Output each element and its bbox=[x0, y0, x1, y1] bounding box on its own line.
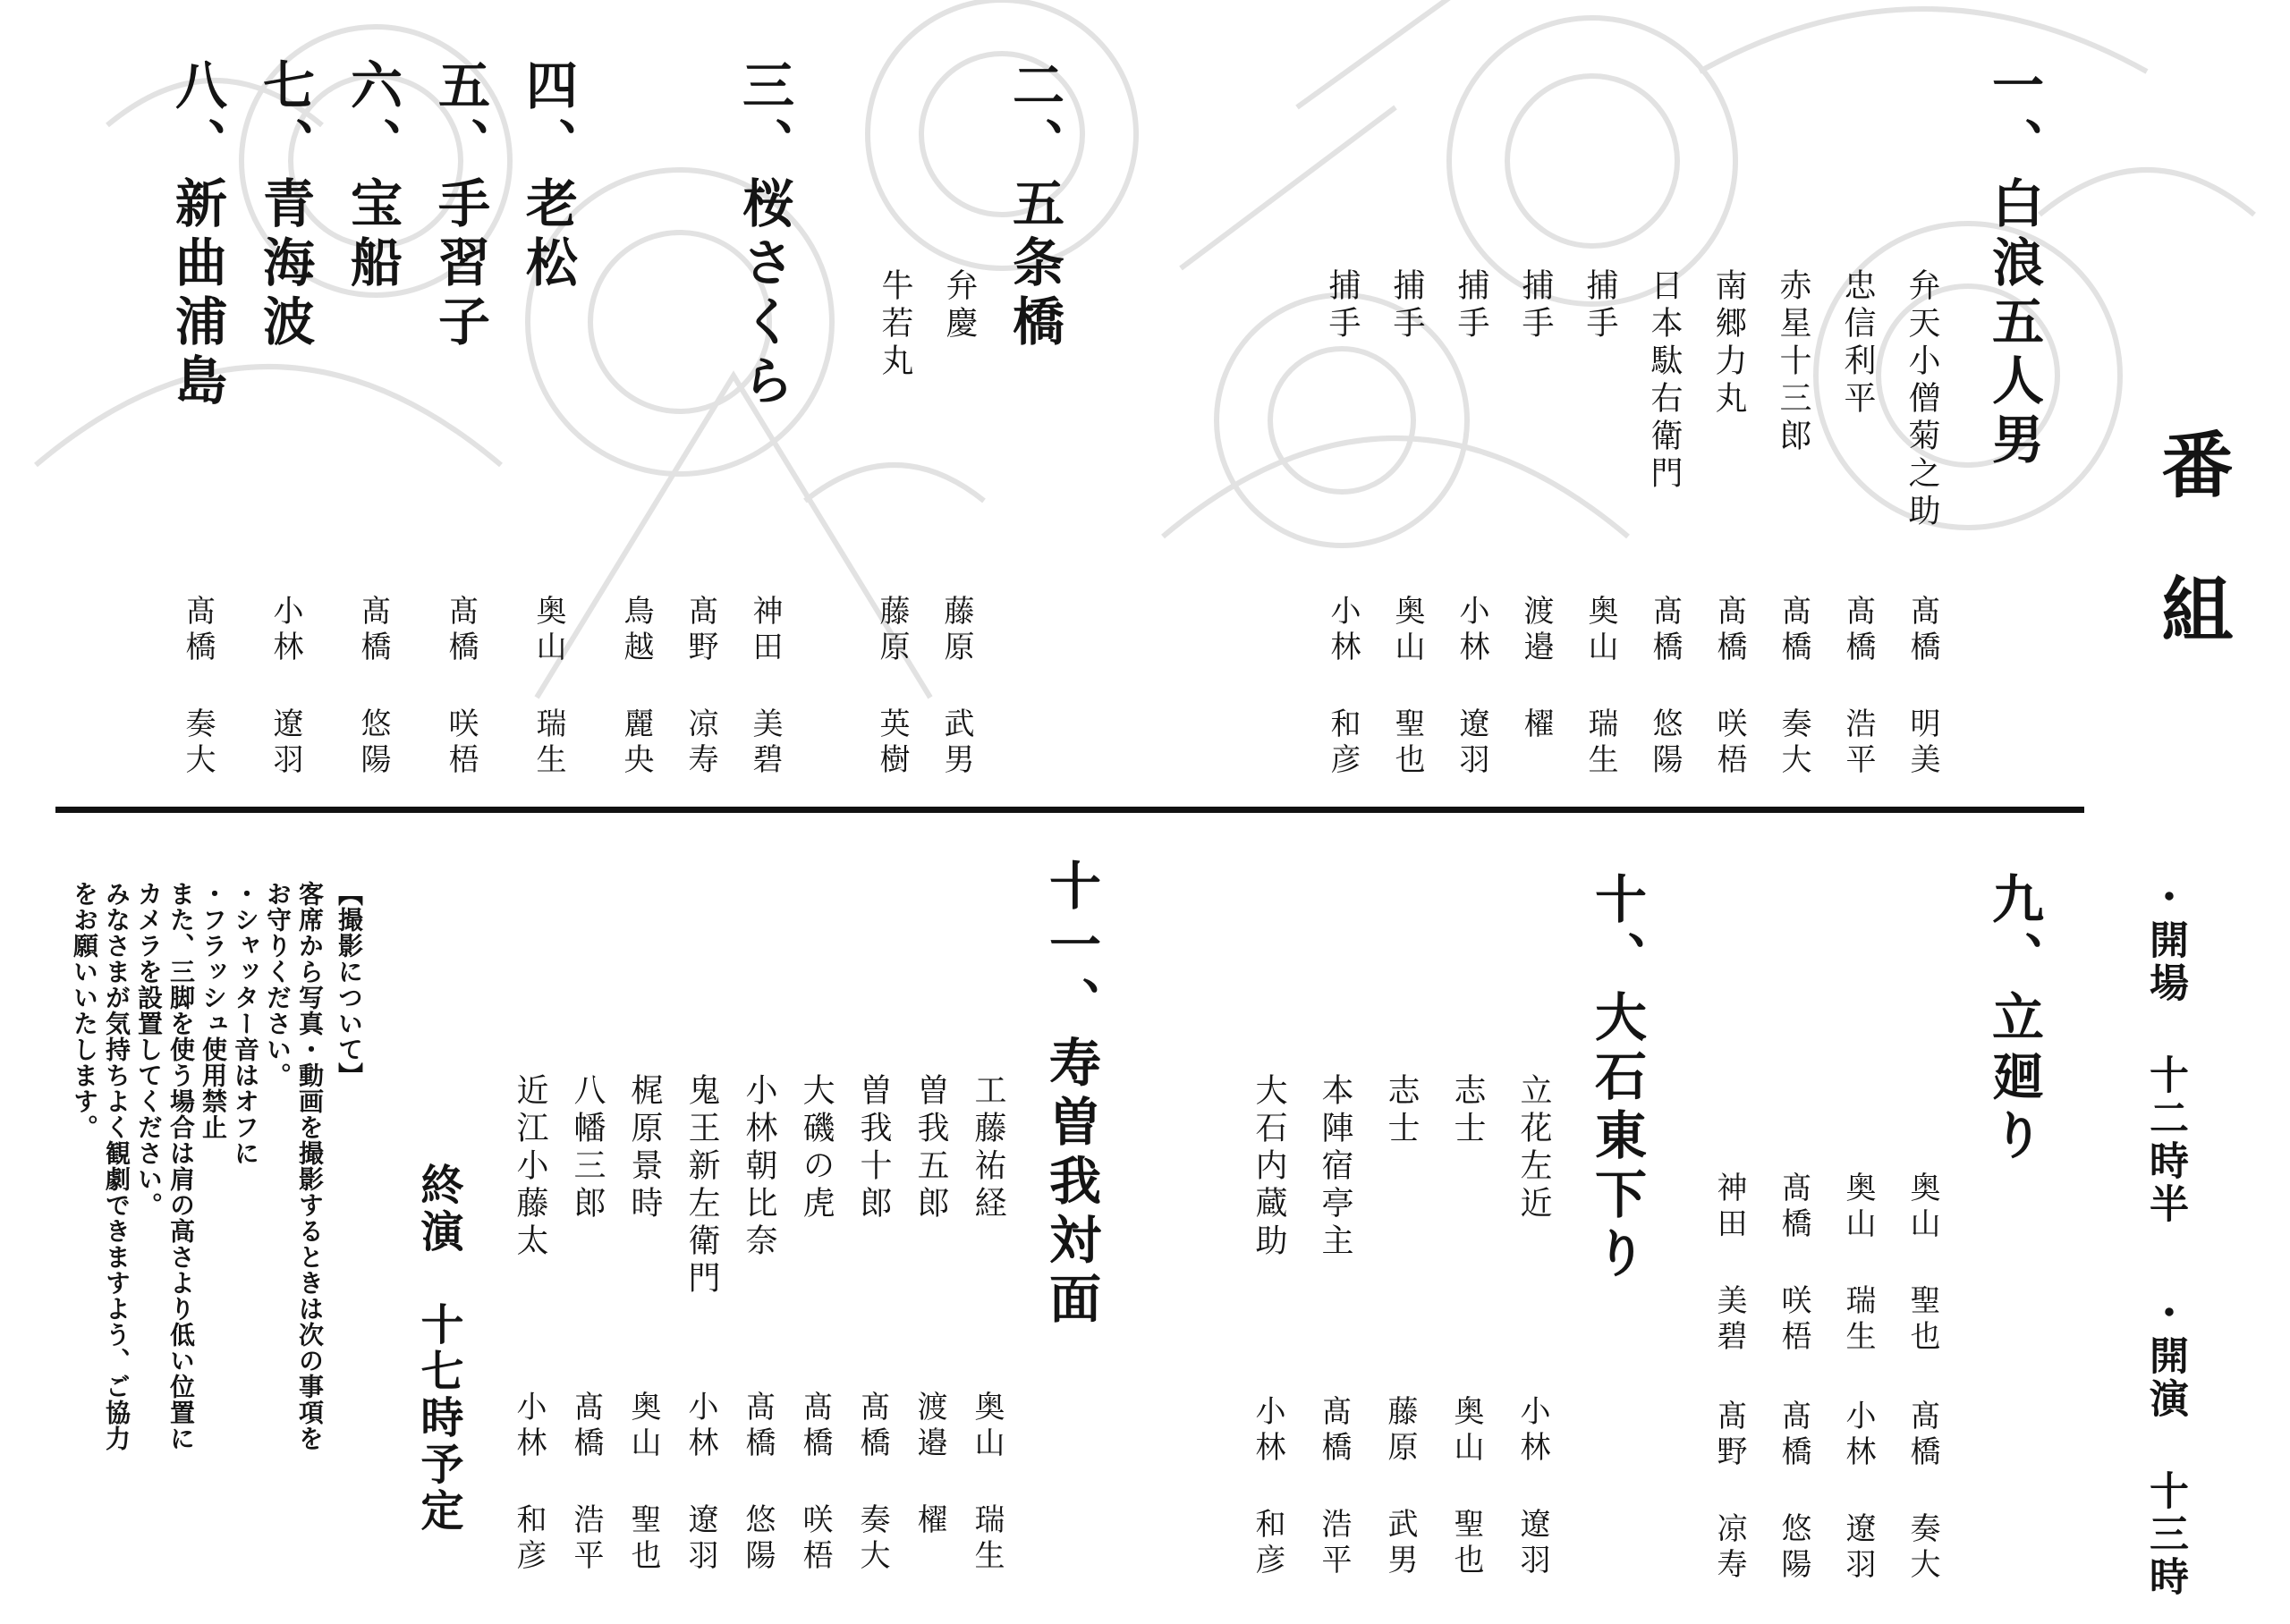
cast-role: 梶原景時 bbox=[626, 1073, 663, 1223]
cast-role: 工藤祐経 bbox=[970, 1073, 1006, 1223]
photo-note-heading: 【撮影について】 bbox=[335, 881, 364, 1088]
cast-performer: 小林 遼羽 bbox=[683, 1391, 718, 1575]
performer: 鳥越 麗央 bbox=[618, 595, 654, 779]
cast-performer: 髙橋 浩平 bbox=[568, 1391, 604, 1575]
performer: 神田 美碧 bbox=[747, 595, 783, 779]
cast-role: 捕手 bbox=[1582, 268, 1618, 343]
cast-role: 大磯の虎 bbox=[798, 1073, 835, 1223]
cast-role: 近江小藤太 bbox=[512, 1073, 548, 1261]
program-title: 三、桜さくら bbox=[734, 58, 794, 412]
performer: 髙野 凉寿 bbox=[683, 595, 718, 779]
cast-role: 捕手 bbox=[1388, 268, 1425, 343]
performer: 髙橋 奏大 bbox=[180, 595, 216, 779]
performer: 髙橋 奏大 bbox=[1904, 1400, 1940, 1584]
cast-performer: 小林 遼羽 bbox=[1514, 1395, 1550, 1579]
show-start-time: ・開演 十三時 bbox=[2142, 1292, 2188, 1599]
cast-performer: 小林 和彦 bbox=[511, 1391, 547, 1575]
program-title: 十一、寿曽我対面 bbox=[1040, 859, 1101, 1331]
cast-performer: 藤原 武男 bbox=[1382, 1395, 1418, 1579]
cast-role: 鬼王新左衛門 bbox=[683, 1073, 720, 1298]
cast-role: 捕手 bbox=[1517, 268, 1554, 343]
performer: 奥山 聖也 bbox=[1904, 1171, 1940, 1356]
program-title: 五、手習子 bbox=[429, 58, 490, 353]
photo-note-line: お守りください。 bbox=[263, 881, 293, 1088]
performer: 小林 遼羽 bbox=[1840, 1400, 1876, 1584]
cast-role: 忠信利平 bbox=[1839, 268, 1876, 419]
cast-role: 捕手 bbox=[1324, 268, 1361, 343]
photo-note-line: 客席から写真・動画を撮影するときは次の事項を bbox=[295, 881, 325, 1451]
cast-role: 大石内蔵助 bbox=[1251, 1073, 1287, 1261]
photo-note-line: ・フラッシュ使用禁止 bbox=[199, 881, 228, 1140]
cast-performer: 奥山 聖也 bbox=[625, 1391, 661, 1575]
cast-performer: 髙橋 悠陽 bbox=[1647, 595, 1683, 779]
cast-performer: 藤原 武男 bbox=[938, 595, 974, 779]
section-divider bbox=[55, 807, 2084, 813]
performer: 小林 遼羽 bbox=[267, 595, 303, 779]
cast-role: 弁天小僧菊之助 bbox=[1904, 268, 1940, 531]
cast-performer: 髙橋 浩平 bbox=[1316, 1395, 1352, 1579]
program-title: 九、立廻り bbox=[1983, 872, 2044, 1167]
photo-note-line: みなさまが気持ちよく観劇できますよう、ご協力 bbox=[102, 881, 131, 1451]
performer: 奥山 瑞生 bbox=[530, 595, 566, 779]
cast-performer: 髙橋 奏大 bbox=[854, 1391, 890, 1575]
cast-performer: 髙橋 咲梧 bbox=[1711, 595, 1747, 779]
program-title: 二、五条橋 bbox=[1004, 58, 1064, 353]
cast-performer: 小林 和彦 bbox=[1325, 595, 1361, 779]
performer: 髙橋 悠陽 bbox=[355, 595, 391, 779]
cast-role: 曽我十郎 bbox=[855, 1073, 892, 1223]
performer: 髙橋 咲梧 bbox=[443, 595, 479, 779]
photo-note-line: また、三脚を使う場合は肩の高さより低い位置に bbox=[166, 881, 196, 1451]
performer: 髙橋 悠陽 bbox=[1776, 1400, 1811, 1584]
cast-performer: 髙橋 悠陽 bbox=[740, 1391, 776, 1575]
cast-performer: 髙橋 奏大 bbox=[1776, 595, 1811, 779]
cast-role: 八幡三郎 bbox=[569, 1073, 606, 1223]
photo-note-line: ・シャッター音はオフに bbox=[231, 881, 260, 1166]
performer: 奥山 瑞生 bbox=[1840, 1171, 1876, 1356]
cast-role: 小林朝比奈 bbox=[741, 1073, 777, 1261]
cast-performer: 髙橋 明美 bbox=[1904, 595, 1940, 779]
program-title: 六、宝船 bbox=[342, 58, 403, 294]
cast-performer: 奥山 聖也 bbox=[1389, 595, 1425, 779]
cast-role: 曽我五郎 bbox=[912, 1073, 949, 1223]
cast-performer: 渡邉 櫂 bbox=[1518, 595, 1554, 743]
photo-note-line: をお願いいたします。 bbox=[70, 881, 99, 1140]
cast-performer: 奥山 瑞生 bbox=[1582, 595, 1618, 779]
cast-role: 南郷力丸 bbox=[1710, 268, 1747, 419]
cast-role: 牛若丸 bbox=[877, 268, 913, 381]
program-title: 十、大石東下り bbox=[1586, 872, 1647, 1285]
doors-open-time: ・開場 十二時半 bbox=[2142, 876, 2188, 1226]
cast-role: 立花左近 bbox=[1515, 1073, 1552, 1223]
program-title: 七、青海波 bbox=[254, 58, 315, 353]
cast-role: 捕手 bbox=[1453, 268, 1489, 343]
program-title: 八、新曲浦島 bbox=[166, 58, 227, 412]
program-title: 一、白浪五人男 bbox=[1983, 58, 2044, 471]
end-time: 終演 十七時予定 bbox=[413, 1163, 463, 1535]
cast-performer: 藤原 英樹 bbox=[874, 595, 910, 779]
cast-performer: 小林 和彦 bbox=[1250, 1395, 1285, 1579]
performer: 髙橋 咲梧 bbox=[1776, 1171, 1811, 1356]
cast-role: 志士 bbox=[1449, 1073, 1486, 1148]
cast-performer: 渡邉 櫂 bbox=[912, 1391, 947, 1539]
cast-performer: 髙橋 浩平 bbox=[1840, 595, 1876, 779]
performer: 髙野 凉寿 bbox=[1711, 1400, 1747, 1584]
cast-performer: 小林 遼羽 bbox=[1454, 595, 1489, 779]
photo-note-line: カメラを設置してください。 bbox=[134, 881, 164, 1218]
cast-role: 弁慶 bbox=[941, 268, 978, 343]
cast-performer: 奥山 瑞生 bbox=[969, 1391, 1005, 1575]
cast-role: 志士 bbox=[1383, 1073, 1420, 1148]
cast-role: 日本駄右衛門 bbox=[1646, 268, 1683, 494]
cast-performer: 髙橋 咲梧 bbox=[797, 1391, 833, 1575]
cast-role: 本陣宿亭主 bbox=[1317, 1073, 1353, 1261]
performer: 神田 美碧 bbox=[1711, 1171, 1747, 1356]
cast-performer: 奥山 聖也 bbox=[1448, 1395, 1484, 1579]
program-title: 四、老松 bbox=[517, 58, 578, 294]
page-title: 番組 bbox=[2150, 427, 2233, 717]
cast-role: 赤星十三郎 bbox=[1775, 268, 1811, 456]
